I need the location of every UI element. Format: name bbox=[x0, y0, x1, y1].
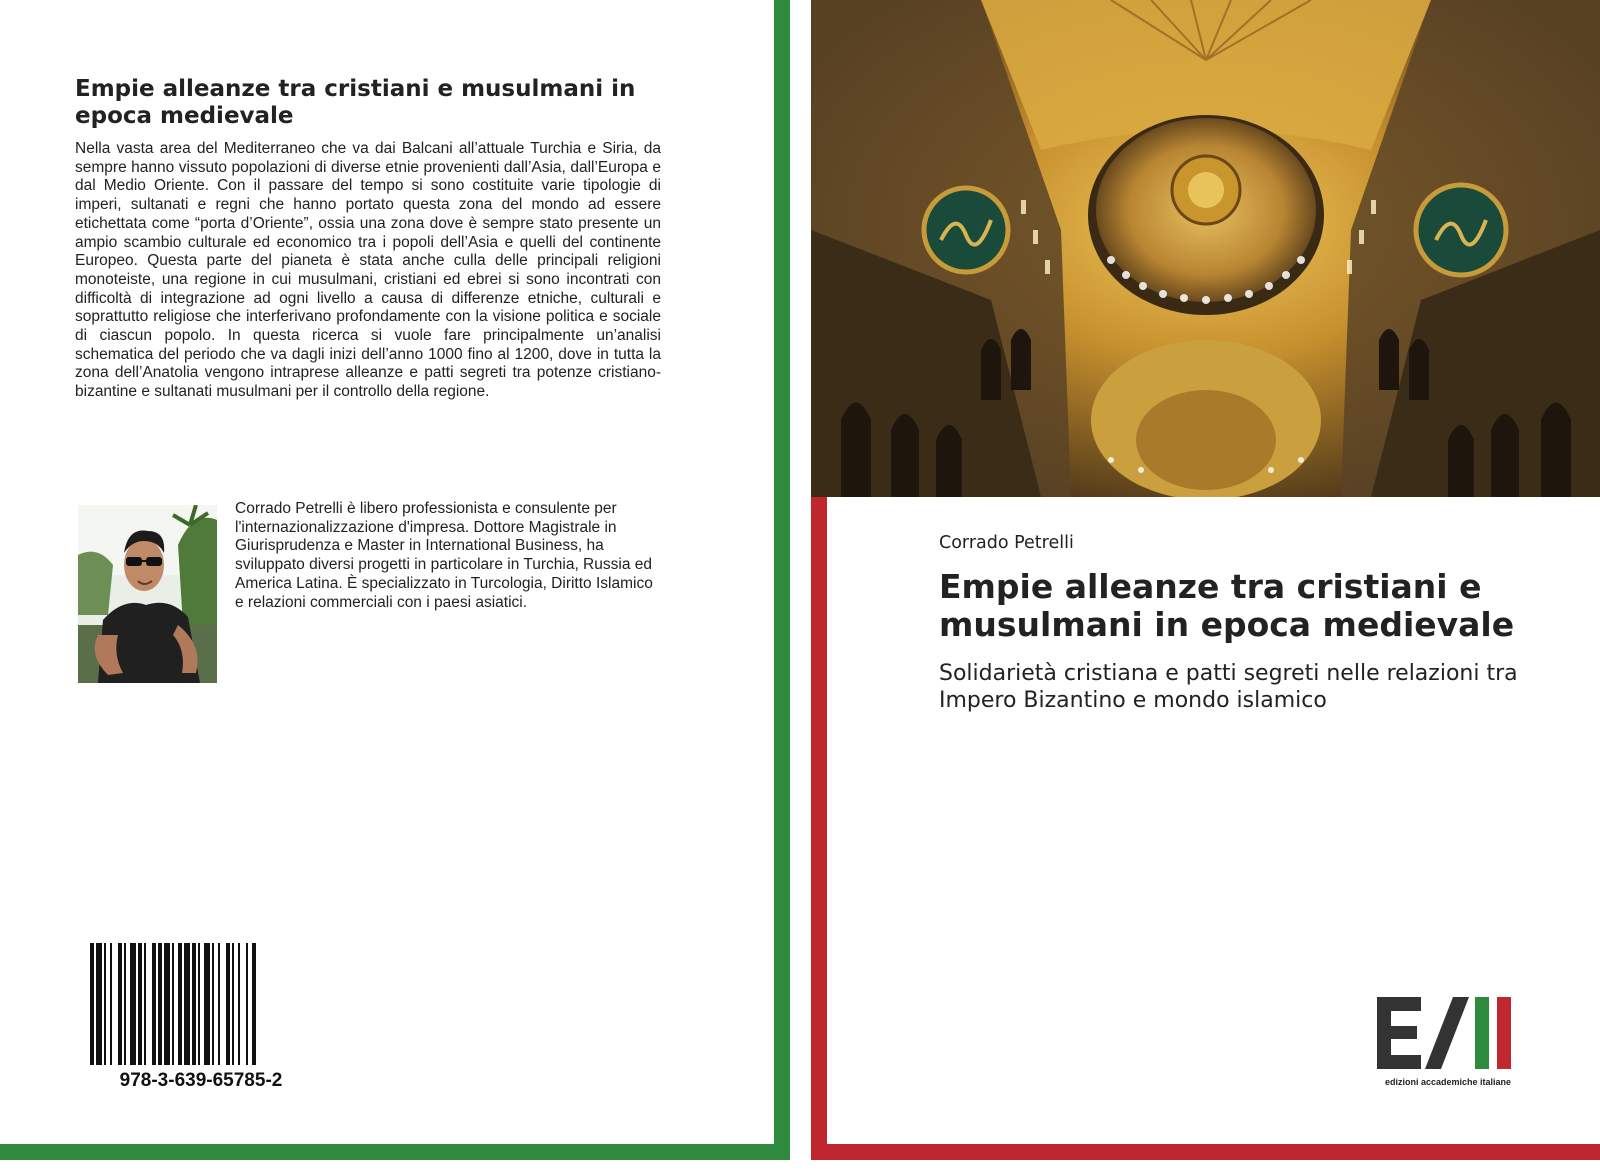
barcode-bar bbox=[144, 943, 146, 1065]
barcode-bar bbox=[124, 943, 126, 1065]
barcode-bar bbox=[212, 943, 214, 1065]
barcode-bar bbox=[152, 943, 156, 1065]
barcode-bar bbox=[96, 943, 102, 1065]
red-stripe-vertical bbox=[811, 497, 827, 1160]
barcode-bar bbox=[192, 943, 196, 1065]
barcode-bar bbox=[252, 943, 256, 1065]
front-cover-subtitle: Solidarietà cristiana e patti segreti nelle relazioni tra Impero Bizantino e mondo islamico bbox=[939, 661, 1518, 713]
barcode-bar bbox=[178, 943, 182, 1065]
barcode-bar bbox=[198, 943, 200, 1065]
back-cover-title: Empie alleanze tra cristiani e musulmani in epoca medievale bbox=[75, 76, 636, 129]
barcode-bar bbox=[172, 943, 174, 1065]
cover-dome-image bbox=[811, 0, 1600, 497]
green-stripe-vertical bbox=[774, 0, 790, 1160]
publisher-logo-icon bbox=[1377, 995, 1519, 1087]
publisher-name: edizioni accademiche italiane bbox=[1384, 1077, 1512, 1087]
barcode-bar bbox=[158, 943, 162, 1065]
author-bio: Corrado Petrelli è libero professionista e consulente per l'internazionalizzazione d'impresa. Dottore Magistrale in Giurisprudenza e Master in International Business, ha sviluppato diversi progetti in particolare in Turchia, Russia ed America Latina. È specializzato in Turcologia, Diritto Islamico e relazioni commerciali con i paesi asiatici. bbox=[235, 500, 653, 611]
barcode-bar bbox=[218, 943, 220, 1065]
barcode-bar bbox=[238, 943, 240, 1065]
author-photo bbox=[78, 505, 217, 683]
red-stripe-horizontal bbox=[811, 1144, 1600, 1160]
green-stripe-horizontal bbox=[0, 1144, 790, 1160]
barcode-bar bbox=[204, 943, 210, 1065]
barcode-bar bbox=[110, 943, 112, 1065]
barcode-bar bbox=[138, 943, 142, 1065]
isbn-number: 978-3-639-65785-2 bbox=[119, 1070, 283, 1091]
barcode-bar bbox=[164, 943, 170, 1065]
barcode-bar bbox=[90, 943, 94, 1065]
barcode-icon bbox=[90, 943, 312, 1065]
barcode-bar bbox=[184, 943, 190, 1065]
back-cover-blurb: Nella vasta area del Mediterraneo che va dai Balcani all’attuale Turchia e Siria, da sempre hanno vissuto popolazioni di diverse etnie provenienti dall’Asia, dall’Europa e dal Medio Oriente. Con il passare del tempo si sono costituite varie tipologie di imperi, sultanati e regni che hanno portato questa zona del mondo ad essere etichettata come “porta d’Oriente”, ossia una zona dove è sempre stato presente un ampio scambio culturale ed economico tra i popoli dell’Asia e quelli del continente Europeo. Questa parte del pianeta è stata anche culla delle principali religioni monoteiste, una regione in cui musulmani, cristiani ed ebrei si sono incontrati con difficoltà di integrazione ad ogni livello a causa di differenze etniche, culturali e soprattutto religiose che interferivano profondamente con la visione politica e sociale di ciascun popolo. In questa ricerca si vuole fare principalmente un’analisi schematica del periodo che va dagli inizi dell’anno 1000 fino al 1200, dove in tutta la zona dell’Anatolia vengono intraprese alleanze e patti segreti tra potenze cristiano-bizantine e sultanati musulmani per il controllo della regione. bbox=[75, 140, 661, 401]
barcode-bar bbox=[232, 943, 234, 1065]
barcode-bar bbox=[118, 943, 122, 1065]
front-cover-title: Empie alleanze tra cristiani e musulmani in epoca medievale bbox=[939, 567, 1515, 644]
barcode-bar bbox=[104, 943, 106, 1065]
barcode-bar bbox=[246, 943, 248, 1065]
barcode-bar bbox=[226, 943, 230, 1065]
barcode-bar bbox=[130, 943, 136, 1065]
front-cover-author: Corrado Petrelli bbox=[939, 533, 1074, 553]
